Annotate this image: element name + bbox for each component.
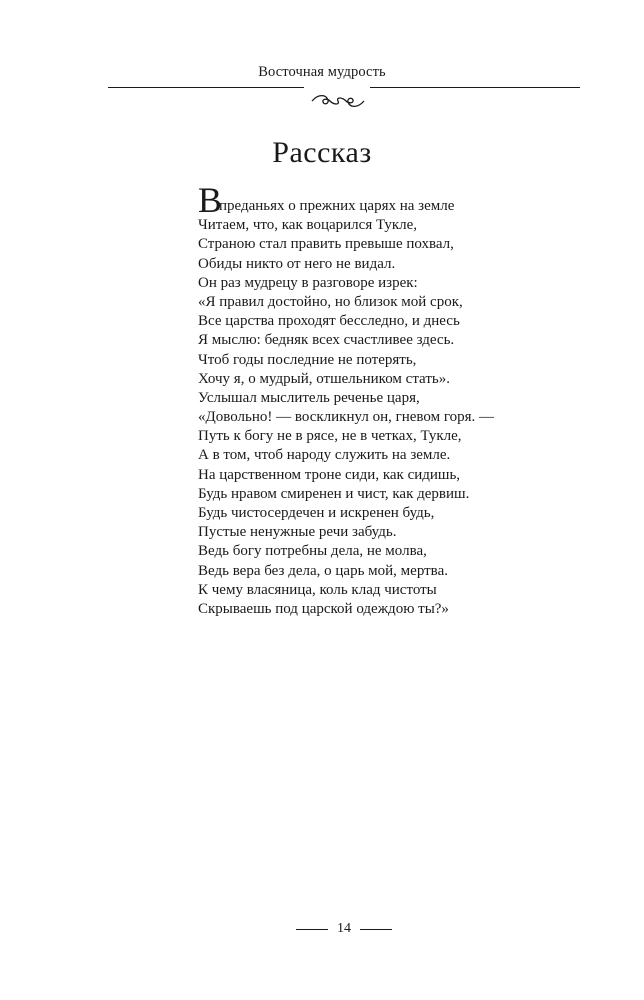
- poem-line: Путь к богу не в рясе, не в четках, Тукле,: [198, 428, 462, 445]
- header-rule-right: [370, 87, 580, 88]
- poem-line: На царственном троне сиди, как сидишь,: [198, 466, 461, 483]
- poem-line: Скрываешь под царской одеждою ты?»: [198, 600, 449, 617]
- poem-first-line: [198, 180, 598, 220]
- poem-line: Он раз мудрецу в разговоре изрек:: [198, 274, 418, 291]
- page-number: 14: [337, 921, 351, 936]
- poem-line: Будь нравом смиренен и чист, как дервиш.: [198, 485, 470, 502]
- poem-line: Обиды никто от него не видал.: [198, 255, 396, 272]
- poem-line: Хочу я, о мудрый, отшельником стать».: [198, 370, 450, 387]
- poem-line: Ведь богу потребны дела, не молва,: [198, 543, 427, 560]
- poem-line: А в том, чтоб народу служить на земле.: [198, 447, 451, 464]
- running-title: Восточная мудрость: [258, 64, 386, 80]
- poem-line: Все царства проходят бесследно, и днесь: [198, 313, 460, 330]
- poem-line-text: преданьях о прежних царях на земле: [219, 198, 455, 214]
- poem-body: [198, 180, 598, 619]
- drop-cap: В: [198, 180, 223, 220]
- footer-rule-left: [296, 929, 328, 930]
- poem-line: Страною стал править превыше похвал,: [198, 236, 454, 253]
- poem-line: Чтоб годы последние не потерять,: [198, 351, 417, 368]
- poem-line: «Довольно! — воскликнул он, гневом горя. —: [198, 409, 495, 426]
- footer-rule-right: [360, 929, 392, 930]
- page-footer: [0, 919, 644, 939]
- poem-line: Пустые ненужные речи забудь.: [198, 524, 397, 541]
- poem-line: Читаем, что, как воцарился Тукле,: [198, 217, 418, 234]
- poem-lines: [198, 216, 598, 619]
- chapter-title: Рассказ: [272, 136, 372, 169]
- swirl-ornament-icon: [308, 92, 368, 110]
- poem-line: Услышал мыслитель реченье царя,: [198, 389, 420, 406]
- poem-line: К чему власяница, коль клад чистоты: [198, 581, 437, 598]
- poem-line: Ведь вера без дела, о царь мой, мертва.: [198, 562, 448, 579]
- poem-line: Будь чистосердечен и искренен будь,: [198, 505, 435, 521]
- poem-line: Я мыслю: бедняк всех счастливее здесь.: [198, 332, 455, 349]
- poem-line: «Я правил достойно, но близок мой срок,: [198, 293, 463, 310]
- header-rule-left: [108, 87, 304, 88]
